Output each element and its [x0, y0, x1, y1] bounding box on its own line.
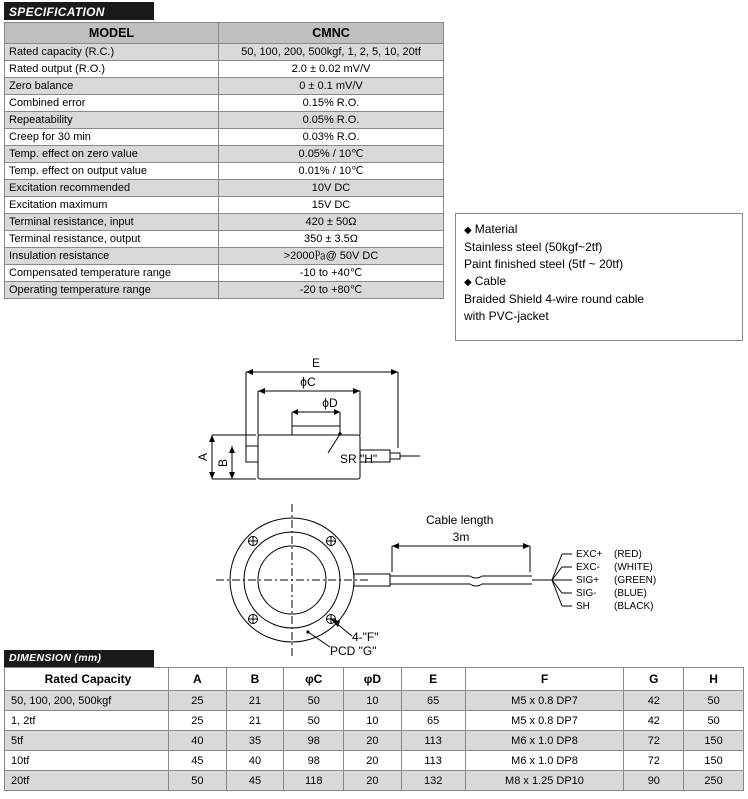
specification-table — [4, 22, 444, 299]
wire-color-label: (GREEN) — [614, 575, 657, 586]
spec-row-label: Rated capacity (R.C.) — [5, 44, 219, 61]
specification-section-banner: SPECIFICATION — [4, 2, 154, 20]
dimension-value-cell: 10 — [344, 691, 402, 711]
dimension-value-cell: 21 — [226, 711, 284, 731]
spec-row-label: Terminal resistance, input — [5, 214, 219, 231]
material-heading-label: Material — [474, 222, 518, 236]
drawing-svg — [180, 350, 740, 658]
spec-row-label: Combined error — [5, 95, 219, 112]
spec-row-value: 50, 100, 200, 500kgf, 1, 2, 5, 10, 20tf — [219, 44, 444, 61]
cable-length-label: Cable length — [426, 513, 494, 527]
dimension-col-header: F — [465, 668, 624, 691]
dimension-value-cell: M8 x 1.25 DP10 — [465, 771, 624, 791]
dimension-value-cell: M6 x 1.0 DP8 — [465, 751, 624, 771]
spec-row-value: 0 ± 0.1 mV/V — [219, 78, 444, 95]
spec-row — [5, 214, 444, 231]
spec-row-value: 0.01% / 10℃ — [219, 163, 444, 180]
four-f-label: 4-"F" — [352, 630, 379, 644]
dim-phic-label: ϕC — [300, 375, 316, 389]
spec-row — [5, 180, 444, 197]
dimension-value-cell: 45 — [168, 751, 226, 771]
dimension-col-header: φC — [284, 668, 344, 691]
spec-row-value: 0.15% R.O. — [219, 95, 444, 112]
spec-header-row — [5, 23, 444, 44]
dimension-value-cell: 50 — [284, 711, 344, 731]
table-row — [5, 751, 744, 771]
dimension-col-header: A — [168, 668, 226, 691]
wire-name-label: SIG+ — [576, 575, 600, 586]
spec-row-label: Excitation maximum — [5, 197, 219, 214]
cable-line-2: with PVC-jacket — [464, 309, 549, 323]
dimension-col-header: G — [624, 668, 684, 691]
spec-row-value: 2.0 ± 0.02 mV/V — [219, 61, 444, 78]
wire-color-label: (BLACK) — [614, 601, 654, 612]
dimension-value-cell: 150 — [684, 751, 744, 771]
dimension-value-cell: 50 — [684, 711, 744, 731]
spec-row — [5, 112, 444, 129]
dimension-value-cell: 98 — [284, 731, 344, 751]
spec-row — [5, 163, 444, 180]
wire-color-label: (BLUE) — [614, 588, 647, 599]
spec-row — [5, 95, 444, 112]
dimension-value-cell: M5 x 0.8 DP7 — [465, 711, 624, 731]
spec-row — [5, 129, 444, 146]
material-note-heading — [464, 221, 734, 239]
table-row — [5, 771, 744, 791]
spec-row-value: 10V DC — [219, 180, 444, 197]
table-row — [5, 731, 744, 751]
dimension-value-cell: 250 — [684, 771, 744, 791]
dimension-value-cell: 25 — [168, 711, 226, 731]
dimension-value-cell: 40 — [226, 751, 284, 771]
dimension-value-cell: 35 — [226, 731, 284, 751]
technical-drawing — [180, 350, 740, 658]
dimension-value-cell: 72 — [624, 731, 684, 751]
spec-row-value: 0.03% R.O. — [219, 129, 444, 146]
table-row — [5, 711, 744, 731]
dimension-value-cell: 72 — [624, 751, 684, 771]
dimension-value-cell: 50 — [168, 771, 226, 791]
wire-color-label: (WHITE) — [614, 562, 653, 573]
spec-row-label: Insulation resistance — [5, 248, 219, 265]
diamond-bullet-icon: ◆ — [464, 225, 472, 236]
dimension-value-cell: 98 — [284, 751, 344, 771]
dimension-value-cell: 118 — [284, 771, 344, 791]
wire-name-label: SH — [576, 601, 590, 612]
spec-row-value: -10 to +40℃ — [219, 265, 444, 282]
spec-row-value: 0.05% R.O. — [219, 112, 444, 129]
spec-row-label: Compensated temperature range — [5, 265, 219, 282]
spec-row — [5, 44, 444, 61]
notes-box — [455, 213, 743, 341]
spec-row-value: 0.05% / 10℃ — [219, 146, 444, 163]
cable-heading-label: Cable — [474, 274, 507, 288]
spec-row-label: Temp. effect on output value — [5, 163, 219, 180]
dimension-value-cell: 65 — [401, 711, 465, 731]
spec-row-label: Creep for 30 min — [5, 129, 219, 146]
spec-row — [5, 265, 444, 282]
dimension-value-cell: 50 — [684, 691, 744, 711]
dimension-table-header-row — [5, 668, 744, 691]
wire-color-label: (RED) — [614, 549, 642, 560]
spec-header-model: MODEL — [5, 23, 219, 44]
cable-note-heading — [464, 273, 734, 291]
spec-row-label: Terminal resistance, output — [5, 231, 219, 248]
spec-row — [5, 197, 444, 214]
dim-a-label: A — [196, 452, 210, 462]
dim-e-label: E — [311, 356, 321, 370]
wire-name-label: EXC+ — [576, 549, 603, 560]
spec-row-value: >2000㎩@ 50V DC — [219, 248, 444, 265]
dimension-section-banner: DIMENSION (mm) — [4, 650, 154, 667]
spec-row — [5, 231, 444, 248]
wire-name-label: EXC- — [576, 562, 600, 573]
spec-row-label: Temp. effect on zero value — [5, 146, 219, 163]
spec-row-label: Repeatability — [5, 112, 219, 129]
dimension-value-cell: 20 — [344, 771, 402, 791]
dimension-value-cell: 132 — [401, 771, 465, 791]
spec-row-label: Rated output (R.O.) — [5, 61, 219, 78]
dimension-col-header: E — [401, 668, 465, 691]
dimension-col-header: B — [226, 668, 284, 691]
dimension-value-cell: 45 — [226, 771, 284, 791]
spec-row — [5, 78, 444, 95]
table-row — [5, 691, 744, 711]
dimension-value-cell: 20 — [344, 751, 402, 771]
spec-row — [5, 248, 444, 265]
material-line-1: Stainless steel (50kgf~2tf) — [464, 240, 603, 254]
dimension-col-header: Rated Capacity — [5, 668, 169, 691]
dimension-capacity-cell: 5tf — [5, 731, 169, 751]
pcd-g-label: PCD "G" — [330, 644, 377, 658]
dimension-value-cell: 42 — [624, 691, 684, 711]
spec-row-label: Operating temperature range — [5, 282, 219, 299]
wire-name-label: SIG- — [576, 588, 597, 599]
cable-length-value: 3m — [452, 530, 470, 544]
dimension-value-cell: 10 — [344, 711, 402, 731]
dimension-value-cell: 113 — [401, 731, 465, 751]
spec-row — [5, 61, 444, 78]
spec-row-value: 420 ± 50Ω — [219, 214, 444, 231]
cable-line-1: Braided Shield 4-wire round cable — [464, 292, 645, 306]
dimension-capacity-cell: 10tf — [5, 751, 169, 771]
dimension-col-header: H — [684, 668, 744, 691]
dimension-value-cell: 40 — [168, 731, 226, 751]
dimension-value-cell: 42 — [624, 711, 684, 731]
dim-phid-label: ϕD — [322, 396, 338, 410]
dimension-value-cell: 90 — [624, 771, 684, 791]
dimension-value-cell: 20 — [344, 731, 402, 751]
spec-row-label: Zero balance — [5, 78, 219, 95]
dimension-value-cell: 21 — [226, 691, 284, 711]
spec-row — [5, 146, 444, 163]
dimension-value-cell: 113 — [401, 751, 465, 771]
dimension-value-cell: 50 — [284, 691, 344, 711]
dimension-col-header: φD — [344, 668, 402, 691]
material-line-2: Paint finished steel (5tf ~ 20tf) — [464, 257, 624, 271]
spec-row-value: 15V DC — [219, 197, 444, 214]
dimension-capacity-cell: 50, 100, 200, 500kgf — [5, 691, 169, 711]
spec-row — [5, 282, 444, 299]
dimension-capacity-cell: 20tf — [5, 771, 169, 791]
spec-row-value: -20 to +80℃ — [219, 282, 444, 299]
dimension-value-cell: 150 — [684, 731, 744, 751]
spec-row-value: 350 ± 3.5Ω — [219, 231, 444, 248]
sr-h-label: SR "H" — [340, 452, 378, 466]
dimension-value-cell: M5 x 0.8 DP7 — [465, 691, 624, 711]
dimension-value-cell: 25 — [168, 691, 226, 711]
spec-row-label: Excitation recommended — [5, 180, 219, 197]
dimension-value-cell: M6 x 1.0 DP8 — [465, 731, 624, 751]
dim-b-label: B — [216, 458, 230, 468]
dimension-table — [4, 667, 744, 791]
diamond-bullet-icon: ◆ — [464, 277, 472, 288]
spec-header-value: CMNC — [219, 23, 444, 44]
dimension-capacity-cell: 1, 2tf — [5, 711, 169, 731]
dimension-value-cell: 65 — [401, 691, 465, 711]
